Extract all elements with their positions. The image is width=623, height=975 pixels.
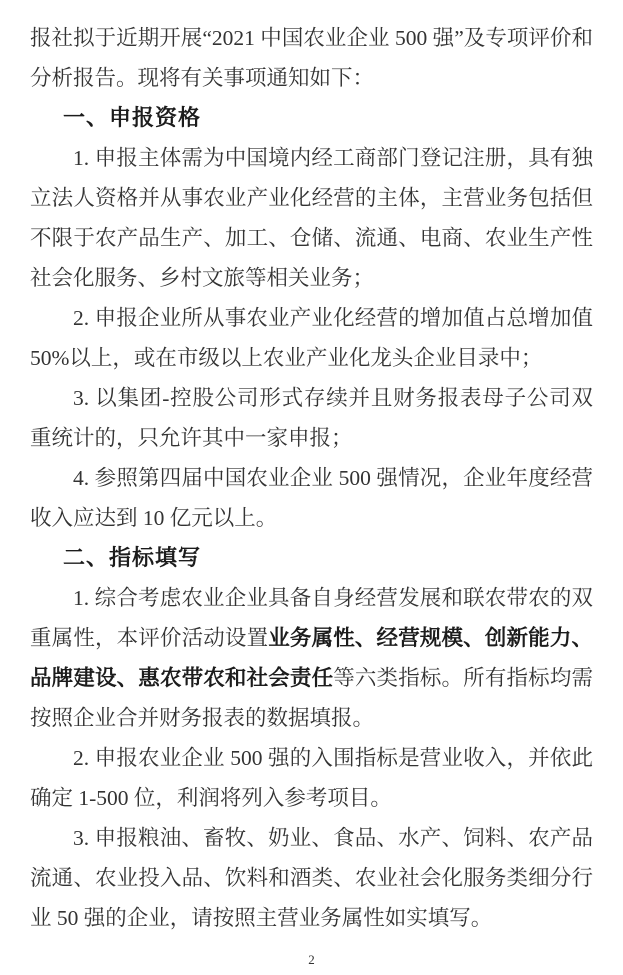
section-2-item-1-bold-indicators: 业务属性、经营规模、创新能力、品牌建设、惠农带农和社会责任 [30,626,593,690]
section-2-item-1-prefix: 1. 综合考虑农业企业具备自身经营发展和联农带农的双重属性，本评价活动设置 [30,586,593,650]
section-1-item-4: 4. 参照第四届中国农业企业 500 强情况，企业年度经营收入应达到 10 亿元以上。 [30,466,593,530]
section-2-item-2: 2. 申报农业企业 500 强的入围指标是营业收入，并依此确定 1-500 位，利润将列入参考项目。 [30,746,593,810]
section-2-heading: 二、指标填写 [63,545,202,570]
section-2-item-1-suffix: 等六类指标。所有指标均需按照企业合并财务报表的数据填报。 [30,666,593,730]
page-number: 2 [308,952,315,967]
section-1-item-3: 3. 以集团-控股公司形式存续并且财务报表母子公司双重统计的，只允许其中一家申报； [30,386,593,450]
section-2-item-1 [30,578,593,738]
intro-paragraph: 报社拟于近期开展“2021 中国农业企业 500 强”及专项评价和分析报告。现将有关事项通知如下： [30,26,593,90]
section-1-item-1: 1. 申报主体需为中国境内经工商部门登记注册，具有独立法人资格并从事农业产业化经营的主体，主营业务包括但不限于农产品生产、加工、仓储、流通、电商、农业生产性社会化服务、乡村文旅等相关业务； [30,146,593,290]
section-1-item-2: 2. 申报企业所从事农业产业化经营的增加值占总增加值 50%以上，或在市级以上农业产业化龙头企业目录中； [30,306,593,370]
section-1-heading: 一、申报资格 [63,105,202,130]
section-2-item-3: 3. 申报粮油、畜牧、奶业、食品、水产、饲料、农产品流通、农业投入品、饮料和酒类、农业社会化服务类细分行业 50 强的企业，请按照主营业务属性如实填写。 [30,826,593,930]
